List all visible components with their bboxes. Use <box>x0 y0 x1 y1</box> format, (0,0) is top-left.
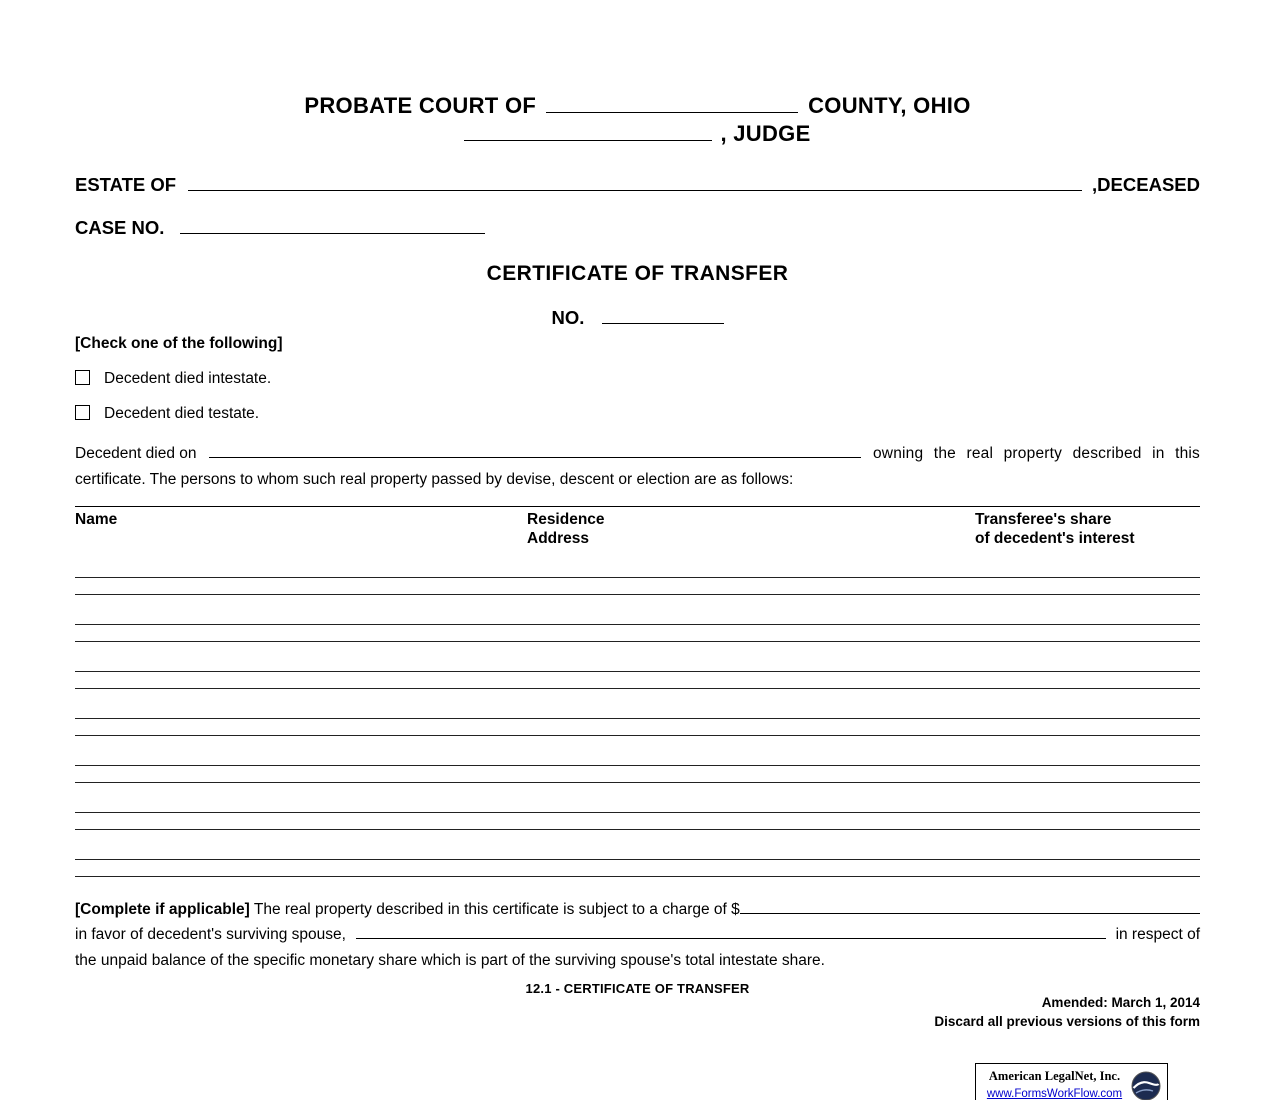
applicable-bracket: [Complete if applicable] <box>75 901 250 918</box>
applicable-line3: the unpaid balance of the specific monetary share which is part of the surviving spouse's total intestate share. <box>75 952 825 969</box>
column-share-line2: of decedent's interest <box>975 530 1135 547</box>
vendor-name: American LegalNet, Inc. <box>988 1069 1121 1083</box>
table-blank-row <box>75 688 1200 689</box>
applicable-line1-text <box>75 897 740 922</box>
table-blank-row <box>75 782 1200 783</box>
decedent-paragraph-line2: certificate. The persons to whom such real property passed by devise, descent or election are as follows: <box>75 471 794 488</box>
court-header-line1 <box>75 92 1200 120</box>
table-blank-row <box>75 876 1200 877</box>
testate-checkbox[interactable] <box>75 405 90 420</box>
table-blank-row <box>75 765 1200 766</box>
certificate-number-blank <box>602 322 724 324</box>
court-header-line2 <box>75 120 1200 148</box>
judge-label: , JUDGE <box>720 121 811 146</box>
blank-rows <box>75 577 1200 877</box>
testate-option-row <box>75 405 1200 423</box>
column-name <box>75 510 527 548</box>
vendor-box <box>975 1063 1168 1100</box>
footer-amended-date: Amended: March 1, 2014 <box>1041 995 1200 1010</box>
charge-text: The real property described in this certificate is subject to a charge of $ <box>253 901 740 918</box>
spouse-name-blank <box>356 937 1106 939</box>
formsworkflow-link[interactable]: www.FormsWorkFlow.com <box>986 1088 1123 1100</box>
testate-label: Decedent died testate. <box>104 405 260 422</box>
deceased-label: ,DECEASED <box>1092 174 1200 195</box>
column-name-label: Name <box>75 511 118 528</box>
table-blank-row <box>75 829 1200 830</box>
table-blank-row <box>75 624 1200 625</box>
column-share-line1: Transferee's share <box>975 511 1112 528</box>
intestate-checkbox[interactable] <box>75 370 90 385</box>
table-blank-row <box>75 812 1200 813</box>
case-no-line <box>75 217 1200 239</box>
column-share <box>975 510 1200 548</box>
death-date-blank <box>209 456 861 458</box>
court-suffix: COUNTY, OHIO <box>808 93 971 118</box>
column-residence-line1: Residence <box>527 511 605 528</box>
case-no-label: CASE NO. <box>75 217 165 238</box>
certificate-number-line <box>75 307 1200 329</box>
judge-name-blank <box>464 139 712 141</box>
globe-icon <box>1131 1071 1161 1100</box>
column-residence <box>527 510 975 548</box>
table-blank-row <box>75 671 1200 672</box>
transferee-table-header <box>75 506 1200 548</box>
applicable-line1 <box>75 897 1200 922</box>
died-on-prefix: Decedent died on <box>75 445 197 462</box>
estate-name-blank <box>188 189 1082 191</box>
case-no-blank <box>180 232 485 234</box>
estate-of-line <box>75 174 1200 196</box>
table-blank-row <box>75 718 1200 719</box>
document-title: CERTIFICATE OF TRANSFER <box>486 262 789 285</box>
intestate-label: Decedent died intestate. <box>104 370 272 387</box>
court-header <box>75 92 1200 148</box>
footer-form-id: 12.1 - CERTIFICATE OF TRANSFER <box>525 981 750 996</box>
table-blank-row <box>75 577 1200 578</box>
estate-of-label: ESTATE OF <box>75 174 177 195</box>
decedent-died-line <box>75 442 1200 466</box>
county-name-blank <box>546 111 798 113</box>
check-instruction: [Check one of the following] <box>75 335 283 352</box>
intestate-option-row <box>75 370 1200 388</box>
column-residence-line2: Address <box>527 530 590 547</box>
court-prefix: PROBATE COURT OF <box>304 93 537 118</box>
table-blank-row <box>75 735 1200 736</box>
spouse-suffix: in respect of <box>1115 926 1200 943</box>
certificate-number-label: NO. <box>551 307 585 328</box>
spouse-prefix: in favor of decedent's surviving spouse, <box>75 926 346 943</box>
vendor-text <box>986 1069 1123 1100</box>
applicable-section <box>75 897 1200 973</box>
table-blank-row <box>75 641 1200 642</box>
charge-amount-blank <box>740 912 1200 914</box>
footer-discard-notice: Discard all previous versions of this form <box>934 1014 1200 1029</box>
died-on-suffix: owning the real property described in this <box>872 445 1200 462</box>
table-blank-row <box>75 859 1200 860</box>
applicable-line2 <box>75 922 1200 947</box>
table-blank-row <box>75 594 1200 595</box>
